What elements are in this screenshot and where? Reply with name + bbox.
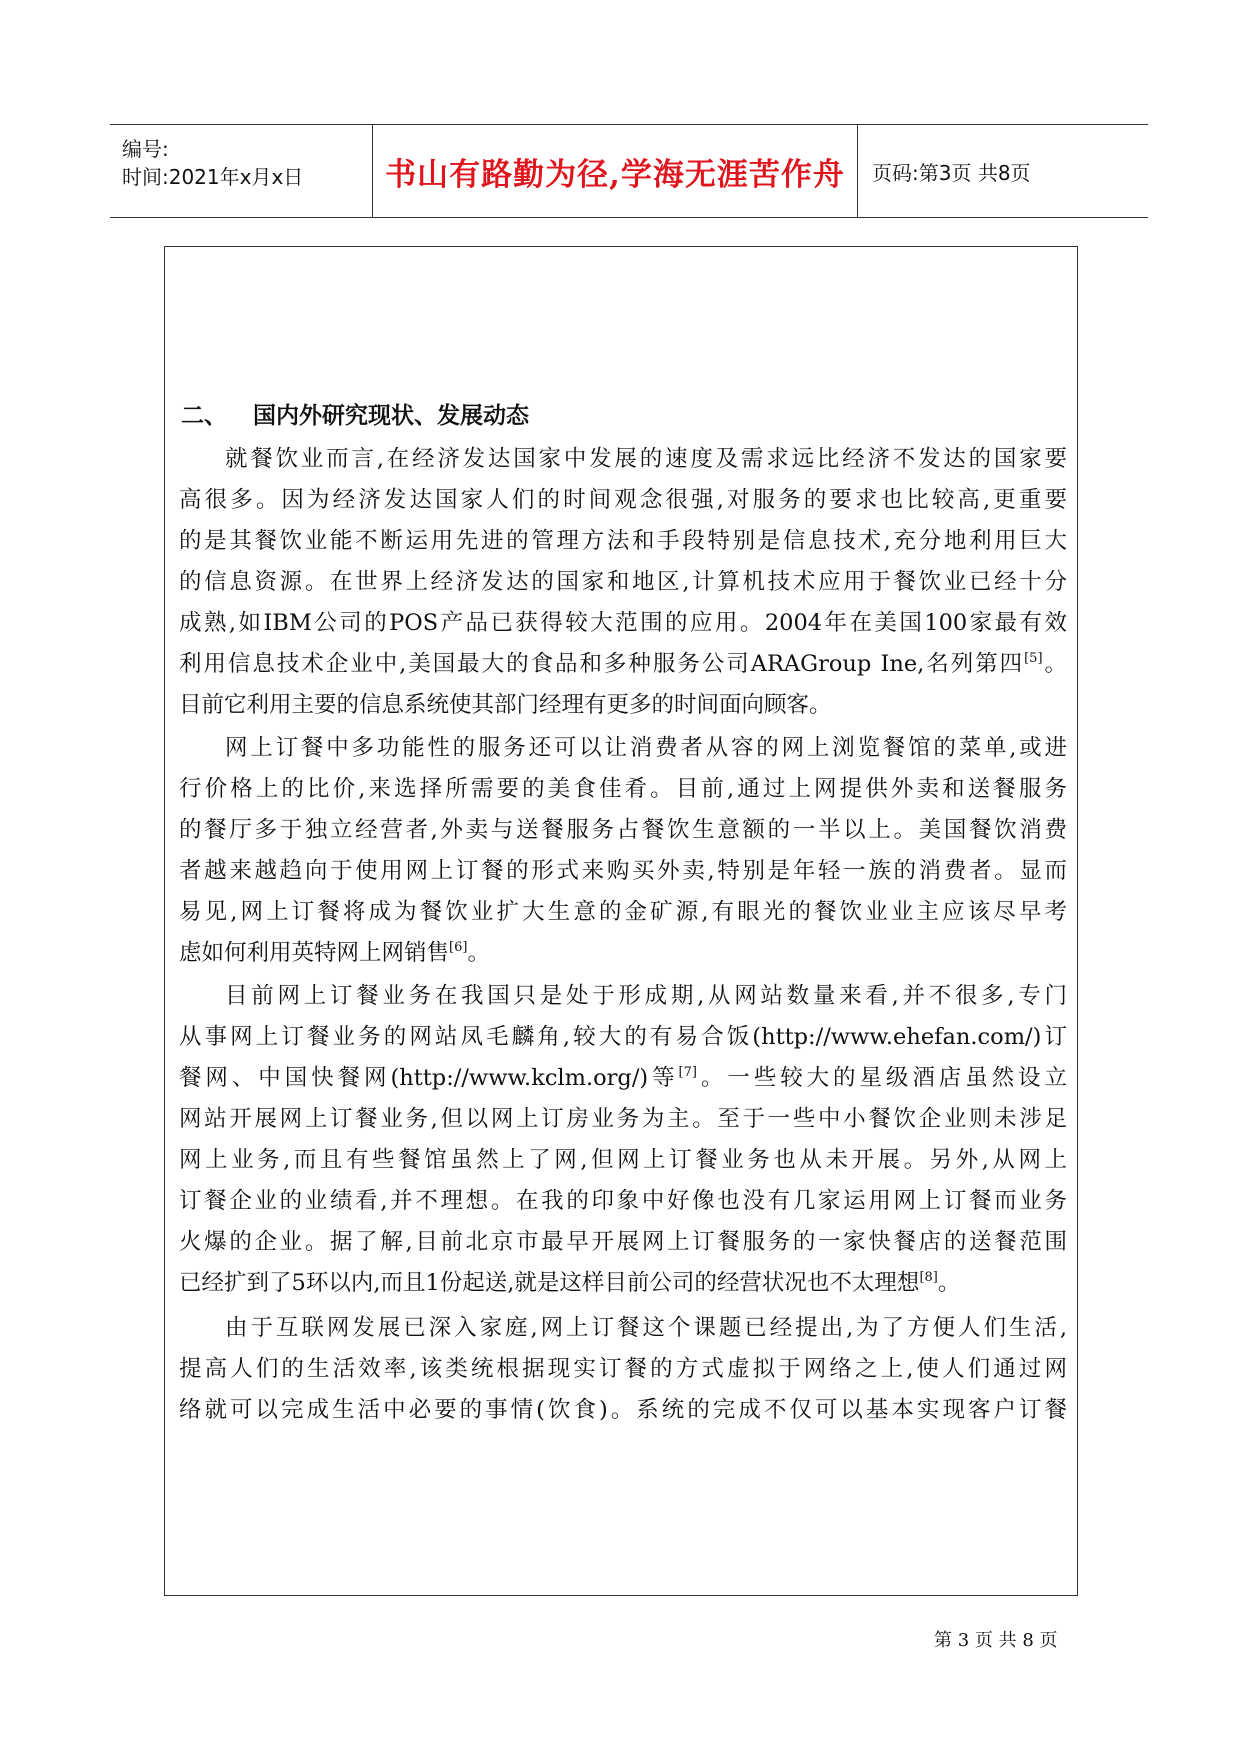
line-text: 。一些较大的星级酒店虽然设立 bbox=[696, 1065, 1067, 1091]
paragraph-line: 高很多。因为经济发达国家人们的时间观念很强,对服务的要求也比较高,更重要 bbox=[179, 487, 1067, 513]
paragraph-line bbox=[179, 1058, 1067, 1099]
paragraph-line: 的餐厅多于独立经营者,外卖与送餐服务占餐饮生意额的一半以上。美国餐饮消费 bbox=[179, 817, 1067, 843]
paragraph-line: 提高人们的生活效率,该类统根据现实订餐的方式虚拟于网络之上,使人们通过网 bbox=[179, 1356, 1067, 1382]
header-left-cell bbox=[110, 125, 373, 217]
paragraph-4 bbox=[179, 1308, 1067, 1431]
paragraph-line: 络就可以完成生活中必要的事情(饮食)。系统的完成不仅可以基本实现客户订餐 bbox=[179, 1397, 1067, 1423]
paragraph-line: 的是其餐饮业能不断运用先进的管理方法和手段特别是信息技术,充分地利用巨大 bbox=[179, 528, 1067, 554]
header-page-cell bbox=[858, 125, 1148, 217]
section-title: 国内外研究现状、发展动态 bbox=[253, 403, 529, 429]
paragraph-line: 就餐饮业而言,在经济发达国家中发展的速度及需求远比经济不发达的国家要 bbox=[225, 446, 1067, 472]
paragraph-line: 订餐企业的业绩看,并不理想。在我的印象中好像也没有几家运用网上订餐而业务 bbox=[179, 1188, 1067, 1214]
header-motto-cell bbox=[373, 125, 858, 217]
motto-text: 书山有路勤为径,学海无涯苦作舟 bbox=[385, 156, 845, 193]
citation: [5] bbox=[1024, 651, 1043, 666]
paragraph-line bbox=[179, 1263, 1067, 1304]
citation: [7] bbox=[678, 1065, 697, 1080]
document-header bbox=[110, 124, 1148, 218]
line-text: 利用信息技术企业中,美国最大的食品和多种服务公司ARAGroup Ine,名列第四 bbox=[179, 651, 1025, 677]
number-label: 编号: bbox=[122, 137, 169, 161]
paragraph-line: 网上订餐中多功能性的服务还可以让消费者从容的网上浏览餐馆的菜单,或进 bbox=[225, 735, 1067, 761]
line-text: 餐网、中国快餐网(http://www.kclm.org/)等 bbox=[179, 1065, 679, 1091]
page-info: 页码:第3页 共8页 bbox=[872, 160, 1031, 185]
paragraph-line bbox=[179, 933, 1067, 974]
paragraph-line: 网上业务,而且有些餐馆虽然上了网,但网上订餐业务也从未开展。另外,从网上 bbox=[179, 1147, 1067, 1173]
time-label: 时间:2021年x月x日 bbox=[122, 165, 304, 189]
paragraph-line: 由于互联网发展已深入家庭,网上订餐这个课题已经提出,为了方便人们生活, bbox=[225, 1315, 1067, 1341]
punctuation: 。 bbox=[467, 940, 490, 966]
paragraph-line: 从事网上订餐业务的网站凤毛麟角,较大的有易合饭(http://www.ehefan.com/)订 bbox=[179, 1024, 1067, 1050]
paragraph-line: 易见,网上订餐将成为餐饮业扩大生意的金矿源,有眼光的餐饮业业主应该尽早考 bbox=[179, 899, 1067, 925]
section-number: 二、 bbox=[181, 403, 227, 429]
paragraph-line: 目前它利用主要的信息系统使其部门经理有更多的时间面向顾客。 bbox=[179, 692, 832, 718]
content-frame bbox=[164, 246, 1078, 1596]
paragraph-3 bbox=[179, 976, 1067, 1304]
line-text: 已经扩到了5环以内,而且1份起送,就是这样目前公司的经营状况也不太理想 bbox=[179, 1270, 920, 1296]
line-text: 虑如何利用英特网上网销售 bbox=[179, 940, 450, 966]
paragraph-line: 网站开展网上订餐业务,但以网上订房业务为主。至于一些中小餐饮企业则未涉足 bbox=[179, 1106, 1067, 1132]
section-heading bbox=[181, 397, 529, 430]
citation: [8] bbox=[919, 1270, 938, 1285]
paragraph-line: 者越来越趋向于使用网上订餐的形式来购买外卖,特别是年轻一族的消费者。显而 bbox=[179, 858, 1067, 884]
paragraph-line bbox=[179, 644, 1067, 685]
page-footer: 第 3 页 共 8 页 bbox=[934, 1630, 1058, 1651]
paragraph-line: 成熟,如IBM公司的POS产品已获得较大范围的应用。2004年在美国100家最有效 bbox=[179, 610, 1067, 636]
paragraph-line: 的信息资源。在世界上经济发达的国家和地区,计算机技术应用于餐饮业已经十分 bbox=[179, 569, 1067, 595]
paragraph-1 bbox=[179, 439, 1067, 726]
paragraph-line: 火爆的企业。据了解,目前北京市最早开展网上订餐服务的一家快餐店的送餐范围 bbox=[179, 1229, 1067, 1255]
paragraph-line: 目前网上订餐业务在我国只是处于形成期,从网站数量来看,并不很多,专门 bbox=[225, 983, 1067, 1009]
citation: [6] bbox=[449, 940, 468, 955]
punctuation: 。 bbox=[937, 1270, 961, 1296]
punctuation: 。 bbox=[1042, 651, 1067, 677]
paragraph-line: 行价格上的比价,来选择所需要的美食佳肴。目前,通过上网提供外卖和送餐服务 bbox=[179, 776, 1067, 802]
paragraph-2 bbox=[179, 728, 1067, 974]
